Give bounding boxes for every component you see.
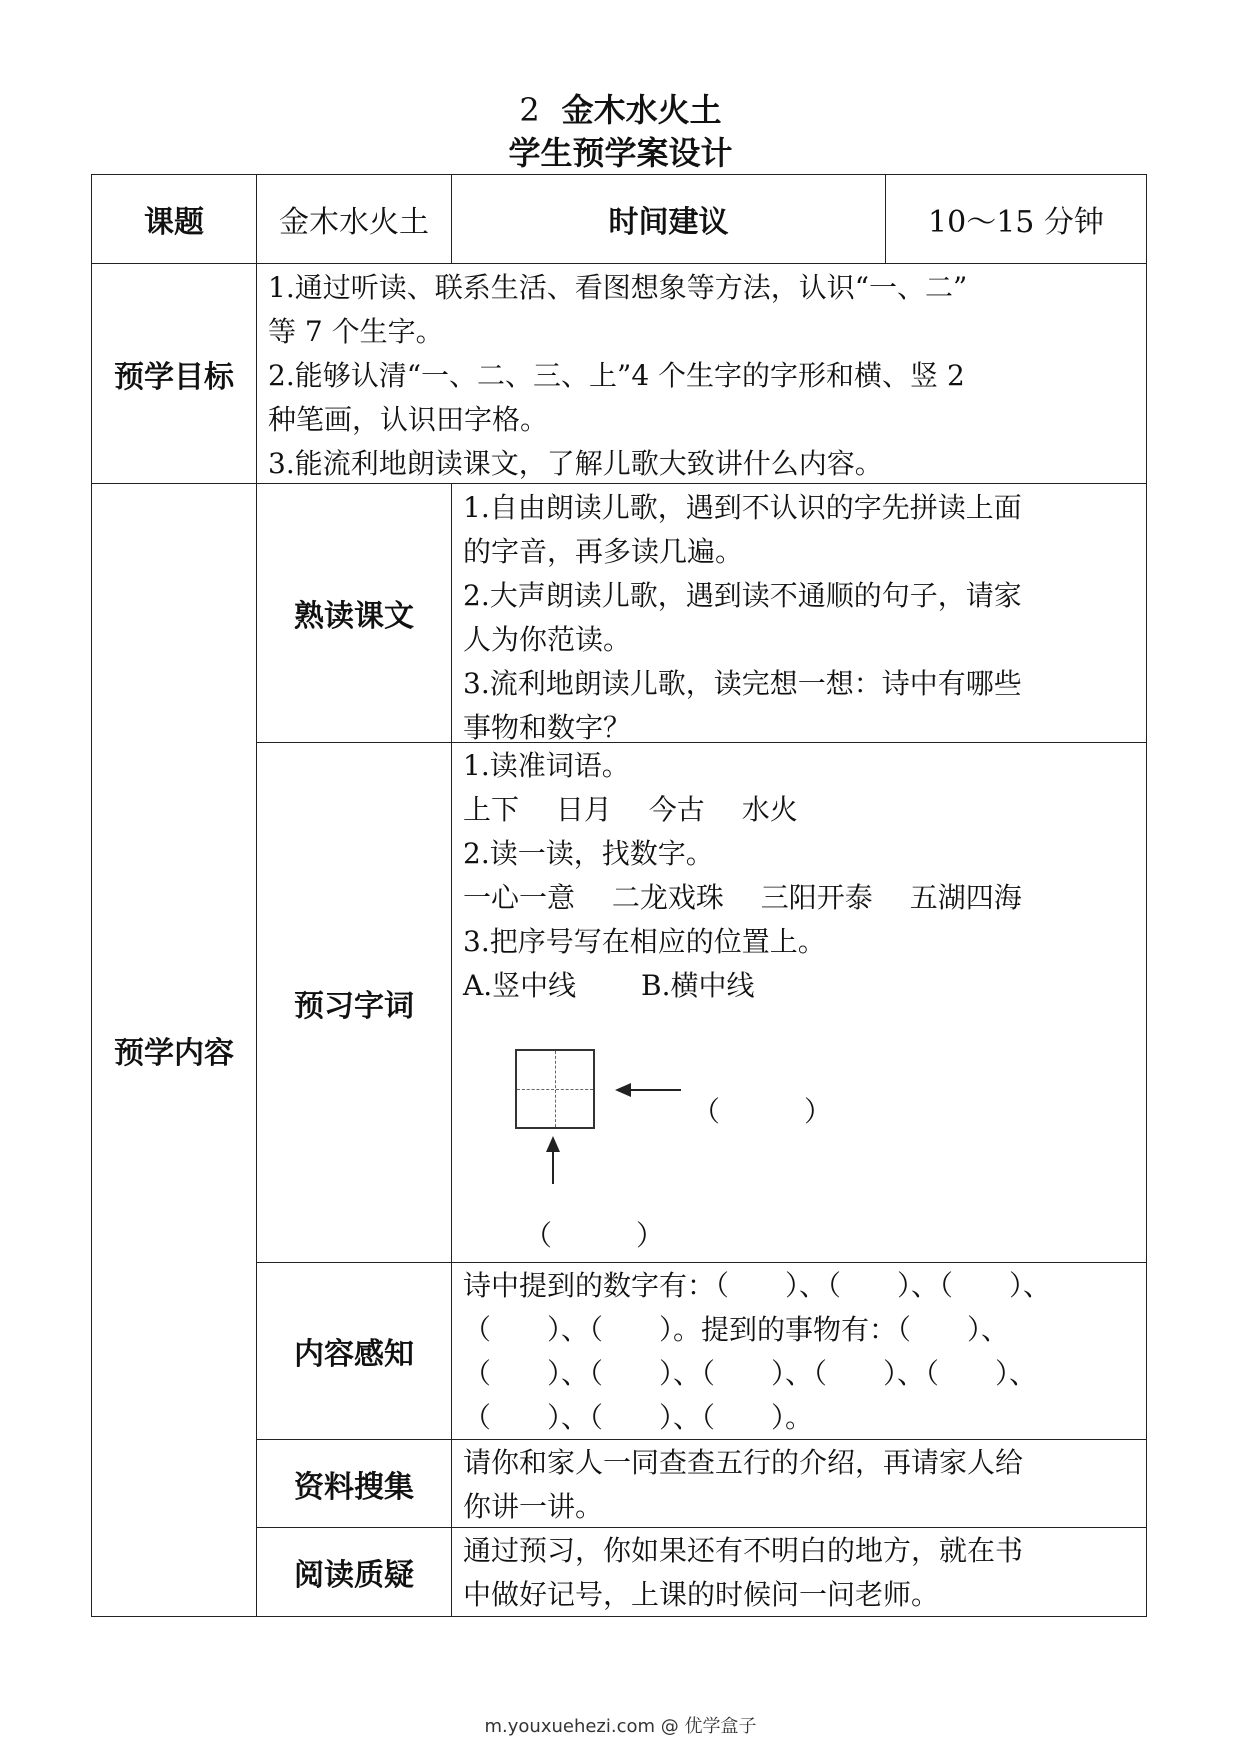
reading-line: 3.流利地朗读儿歌，读完想一想：诗中有哪些 (463, 667, 1022, 700)
time-label: 时间建议 (608, 205, 729, 240)
words-line: 1.读准词语。 (463, 749, 630, 782)
reading-text (463, 486, 1143, 750)
collect-label: 资料搜集 (294, 1469, 414, 1505)
lesson-title (0, 90, 1241, 130)
question-line: 通过预习，你如果还有不明白的地方，就在书 (463, 1534, 1024, 1567)
answer-blank-bottom[interactable]: （ ） (524, 1219, 665, 1252)
reading-line: 事物和数字？ (463, 711, 632, 744)
goals-line: 种笔画，认识田字格。 (268, 403, 549, 436)
goals-label: 预学目标 (114, 359, 234, 395)
content-label: 预学内容 (114, 1036, 234, 1071)
goals-line: 3.能流利地朗读课文，了解儿歌大致讲什么内容。 (268, 447, 883, 480)
reading-line: 的字音，再多读几遍。 (463, 535, 744, 568)
reading-label: 熟读课文 (294, 599, 414, 634)
left-arrow-icon (615, 1080, 681, 1100)
goals-line: 2.能够认清“一、二、三、上”4 个生字的字形和横、竖 2 (268, 359, 965, 392)
words-line: 上下 日月 今古 水火 (463, 793, 798, 826)
words-label: 预习字词 (294, 988, 414, 1024)
words-line: 2.读一读，找数字。 (463, 837, 714, 870)
goals-line: 1.通过听读、联系生活、看图想象等方法，认识“一、二” (268, 271, 968, 304)
collect-text (463, 1441, 1143, 1529)
topic-label: 课题 (144, 205, 204, 240)
perception-text (463, 1264, 1143, 1440)
words-line: A.竖中线 B.横中线 (463, 969, 755, 1002)
lesson-name: 金木水火土 (561, 91, 722, 129)
perception-line: （ ）、（ ）。提到的事物有：（ ）、 (463, 1313, 1010, 1346)
perception-line: 诗中提到的数字有：（ ）、（ ）、（ ）、 (463, 1269, 1052, 1302)
perception-line: （ ）、（ ）、（ ）、（ ）、（ ）、 (463, 1357, 1038, 1390)
perception-line: （ ）、（ ）、（ ）。 (463, 1401, 814, 1434)
page-subtitle: 学生预学案设计 (508, 134, 733, 172)
question-text (463, 1529, 1143, 1617)
lesson-number: 2 (519, 91, 540, 129)
up-arrow-icon (543, 1136, 563, 1184)
reading-line: 人为你范读。 (463, 623, 632, 656)
question-line: 中做好记号，上课的时候问一问老师。 (463, 1578, 940, 1611)
collect-line: 你讲一讲。 (463, 1490, 604, 1523)
footer-watermark: m.youxuehezi.com @ 优学盒子 (484, 1716, 757, 1737)
reading-line: 1.自由朗读儿歌，遇到不认识的字先拼读上面 (463, 491, 1022, 524)
answer-blank-right[interactable]: （ ） (692, 1095, 833, 1128)
words-text (463, 744, 1143, 1008)
time-value: 10～15 分钟 (928, 205, 1104, 240)
question-label: 阅读质疑 (294, 1558, 414, 1593)
collect-line: 请你和家人一同查查五行的介绍，再请家人给 (463, 1446, 1024, 1479)
words-line: 3.把序号写在相应的位置上。 (463, 925, 826, 958)
goals-line: 等 7 个生字。 (268, 315, 444, 348)
topic-value: 金木水火土 (279, 205, 429, 240)
tianzige-grid (515, 1049, 595, 1129)
words-line: 一心一意 二龙戏珠 三阳开泰 五湖四海 (463, 881, 1022, 914)
goals-text (268, 266, 1140, 486)
reading-line: 2.大声朗读儿歌，遇到读不通顺的句子，请家 (463, 579, 1022, 612)
perception-label: 内容感知 (294, 1337, 414, 1372)
